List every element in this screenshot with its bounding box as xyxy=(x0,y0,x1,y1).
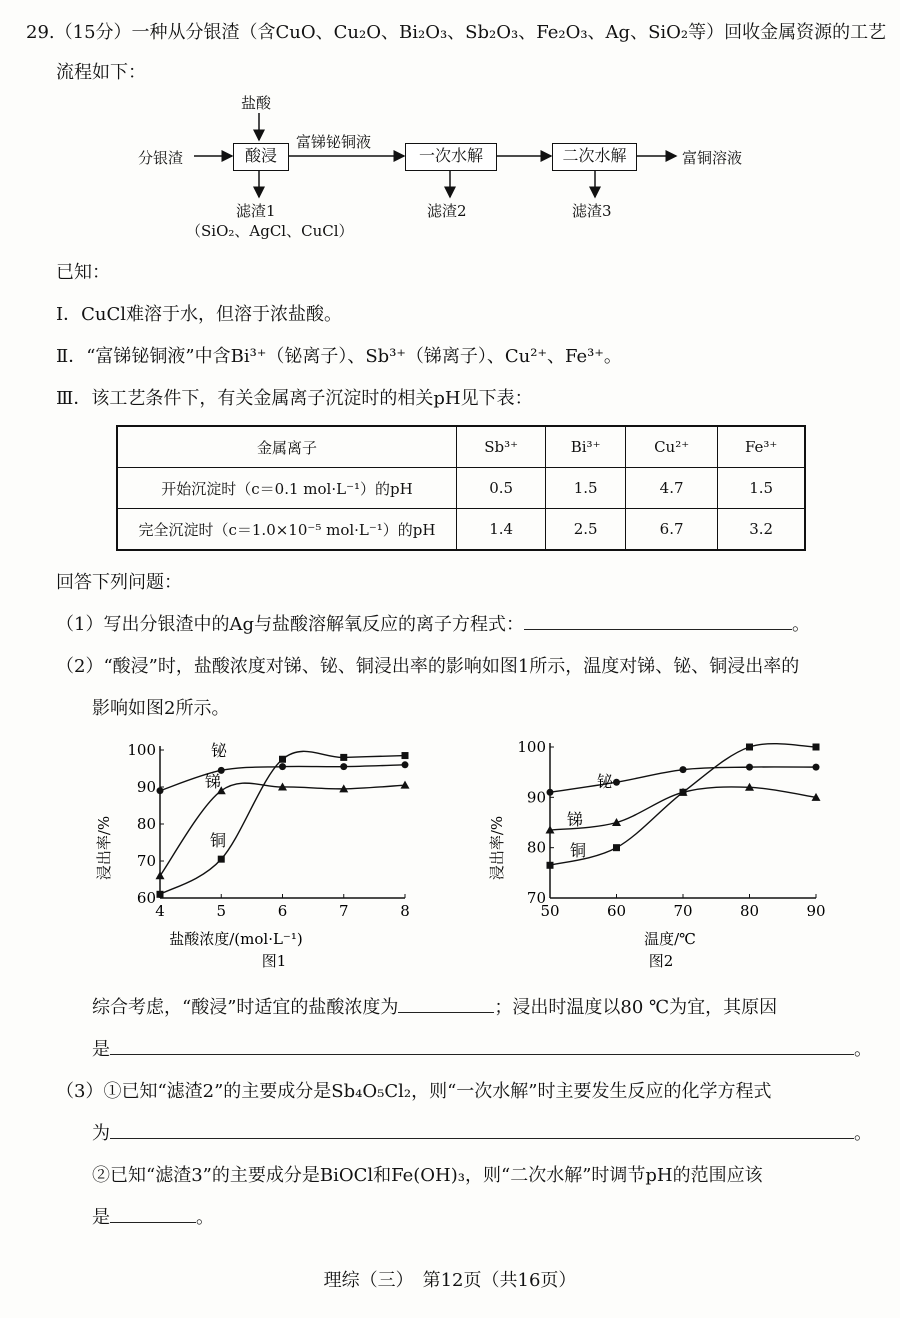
table-header-row xyxy=(117,426,805,468)
y-tick-label: 70 xyxy=(136,852,156,870)
series-line-锑 xyxy=(160,783,405,876)
chart2-xlabel: 温度/℃ xyxy=(644,930,696,948)
x-tick-label: 60 xyxy=(606,902,627,920)
question-3-b-text: 为 xyxy=(92,1123,110,1144)
chart1-ylabel: 浸出率/% xyxy=(95,815,113,881)
table-cell: 1.5 xyxy=(546,468,626,509)
series-label: 锑 xyxy=(205,772,222,791)
data-point xyxy=(746,744,753,751)
table-cell: 1.5 xyxy=(718,468,805,509)
question-3-line-d xyxy=(92,1203,214,1229)
known-item-1: Ⅰ．CuCl难溶于水，但溶于浓盐酸。 xyxy=(56,304,343,325)
flow-liquor-label: 富锑铋铜液 xyxy=(296,133,372,151)
data-point xyxy=(547,789,554,796)
table-header-cell: 金属离子 xyxy=(117,426,457,468)
table-cell: 开始沉淀时（c＝0.1 mol·L⁻¹）的pH xyxy=(117,468,457,509)
series-label: 铜 xyxy=(210,831,227,850)
question-3-b-end: 。 xyxy=(854,1123,872,1144)
table-header-cell: Cu²⁺ xyxy=(625,426,717,468)
series-line-铜 xyxy=(550,744,816,866)
ph-table xyxy=(116,425,806,551)
question-3-d-end: 。 xyxy=(196,1207,214,1228)
flow-residue1: 滤渣1 xyxy=(236,202,276,220)
answer-blank-2a[interactable] xyxy=(398,994,494,1013)
data-point xyxy=(680,789,687,796)
flow-box-hydrolysis1: 一次水解 xyxy=(405,143,497,171)
data-point xyxy=(340,754,347,761)
y-tick-label: 90 xyxy=(136,778,156,796)
series-label: 铜 xyxy=(570,841,587,860)
flow-box-hydrolysis2: 二次水解 xyxy=(552,143,637,171)
question-3-line-c: ②已知“滤渣3”的主要成分是BiOCl和Fe(OH)₃，则“二次水解”时调节pH的范围应该 xyxy=(92,1165,763,1186)
known-heading: 已知： xyxy=(56,262,110,283)
flow-product: 富铜溶液 xyxy=(682,149,743,167)
question-3-line-b xyxy=(92,1119,872,1145)
flow-residue3: 滤渣3 xyxy=(572,202,612,220)
data-point xyxy=(746,764,753,771)
table-header-cell: Sb³⁺ xyxy=(457,426,546,468)
table-cell: 4.7 xyxy=(625,468,717,509)
chart-figure-1 xyxy=(95,732,445,980)
x-tick-label: 80 xyxy=(739,902,760,920)
x-tick-label: 5 xyxy=(216,902,227,920)
data-point xyxy=(401,781,410,789)
question-2-line-c xyxy=(92,993,777,1019)
table-cell: 1.4 xyxy=(457,509,546,551)
answer-blank-3a[interactable] xyxy=(110,1120,854,1139)
table-cell: 3.2 xyxy=(718,509,805,551)
data-point xyxy=(340,763,347,770)
known-item-3: Ⅲ．该工艺条件下，有关金属离子沉淀时的相关pH见下表： xyxy=(56,388,533,409)
x-tick-label: 7 xyxy=(338,902,349,920)
question-2-d-end: 。 xyxy=(854,1039,872,1060)
data-point xyxy=(157,891,164,898)
x-tick-label: 90 xyxy=(806,902,826,920)
table-header-cell: Bi³⁺ xyxy=(546,426,626,468)
question-1 xyxy=(56,610,810,636)
question-title-cont: 流程如下： xyxy=(56,62,146,83)
question-2-line-a: （2）“酸浸”时，盐酸浓度对锑、铋、铜浸出率的影响如图1所示，温度对锑、铋、铜浸出率的 xyxy=(56,656,800,677)
table-cell: 完全沉淀时（c＝1.0×10⁻⁵ mol·L⁻¹）的pH xyxy=(117,509,457,551)
table-row xyxy=(117,509,805,551)
flow-residue2: 滤渣2 xyxy=(427,202,467,220)
table-cell: 6.7 xyxy=(625,509,717,551)
y-tick-label: 90 xyxy=(526,788,546,807)
data-point xyxy=(402,761,409,768)
data-point xyxy=(279,756,286,763)
table-cell: 0.5 xyxy=(457,468,546,509)
series-label: 锑 xyxy=(567,810,584,829)
y-tick-label: 100 xyxy=(517,738,546,756)
y-tick-label: 60 xyxy=(136,889,156,907)
data-point xyxy=(813,744,820,751)
y-tick-label: 80 xyxy=(136,815,156,833)
x-tick-label: 4 xyxy=(155,902,165,920)
question-2-c2-text: ；浸出时温度以80 ℃为宜，其原因 xyxy=(494,997,778,1018)
x-tick-label: 8 xyxy=(400,902,410,920)
series-label: 铋 xyxy=(597,772,614,791)
table-cell: 2.5 xyxy=(546,509,626,551)
question-2-line-d xyxy=(92,1035,872,1061)
question-2-d-text: 是 xyxy=(92,1039,110,1060)
flow-reagent: 盐酸 xyxy=(241,94,272,112)
flow-start: 分银渣 xyxy=(138,149,184,167)
x-tick-label: 6 xyxy=(277,902,288,920)
series-line-铜 xyxy=(160,751,405,894)
x-tick-label: 70 xyxy=(673,902,693,920)
chart2-ylabel: 浸出率/% xyxy=(488,815,506,881)
data-point xyxy=(680,766,687,773)
chart1-xlabel: 盐酸浓度/(mol·L⁻¹) xyxy=(169,930,303,948)
page-footer: 理综（三） 第12页（共16页） xyxy=(323,1270,577,1291)
question-3-d-text: 是 xyxy=(92,1207,110,1228)
questions-intro: 回答下列问题： xyxy=(56,572,182,593)
answer-blank-1[interactable] xyxy=(524,611,792,630)
data-point xyxy=(157,787,164,794)
chart2-caption: 图2 xyxy=(648,952,674,970)
x-tick-label: 50 xyxy=(540,902,560,920)
chart-figure-2 xyxy=(480,732,840,980)
y-tick-label: 100 xyxy=(127,741,156,759)
question-1-end: 。 xyxy=(791,614,810,635)
y-tick-label: 70 xyxy=(526,889,546,907)
data-point xyxy=(402,752,409,759)
data-point xyxy=(613,844,620,851)
question-2-line-b: 影响如图2所示。 xyxy=(92,698,230,719)
answer-blank-3b[interactable] xyxy=(110,1204,196,1223)
flow-residue1-detail: （SiO₂、AgCl、CuCl） xyxy=(186,222,354,240)
data-point xyxy=(813,764,820,771)
question-title: 29.（15分）一种从分银渣（含CuO、Cu₂O、Bi₂O₃、Sb₂O₃、Fe₂O₃、Ag、SiO₂等）回收金属资源的工艺 xyxy=(26,22,887,43)
data-point xyxy=(613,779,620,786)
table-header-cell: Fe³⁺ xyxy=(718,426,805,468)
question-1-text: （1）写出分银渣中的Ag与盐酸溶解氧反应的离子方程式： xyxy=(56,614,524,635)
answer-blank-2b[interactable] xyxy=(110,1036,854,1055)
data-point xyxy=(156,871,165,879)
chart1-caption: 图1 xyxy=(261,952,287,970)
series-label: 铋 xyxy=(211,741,228,760)
flow-box-acid-leach: 酸浸 xyxy=(233,143,289,171)
data-point xyxy=(279,763,286,770)
known-item-2: Ⅱ．“富锑铋铜液”中含Bi³⁺（铋离子）、Sb³⁺（锑离子）、Cu²⁺、Fe³⁺。 xyxy=(56,346,622,367)
question-3-line-a: （3）①已知“滤渣2”的主要成分是Sb₄O₅Cl₂，则“一次水解”时主要发生反应的化学方程式 xyxy=(56,1081,772,1102)
question-2-c-text: 综合考虑，“酸浸”时适宜的盐酸浓度为 xyxy=(92,997,399,1018)
y-tick-label: 80 xyxy=(526,838,546,857)
data-point xyxy=(218,856,225,863)
table-row xyxy=(117,468,805,509)
data-point xyxy=(547,862,554,869)
